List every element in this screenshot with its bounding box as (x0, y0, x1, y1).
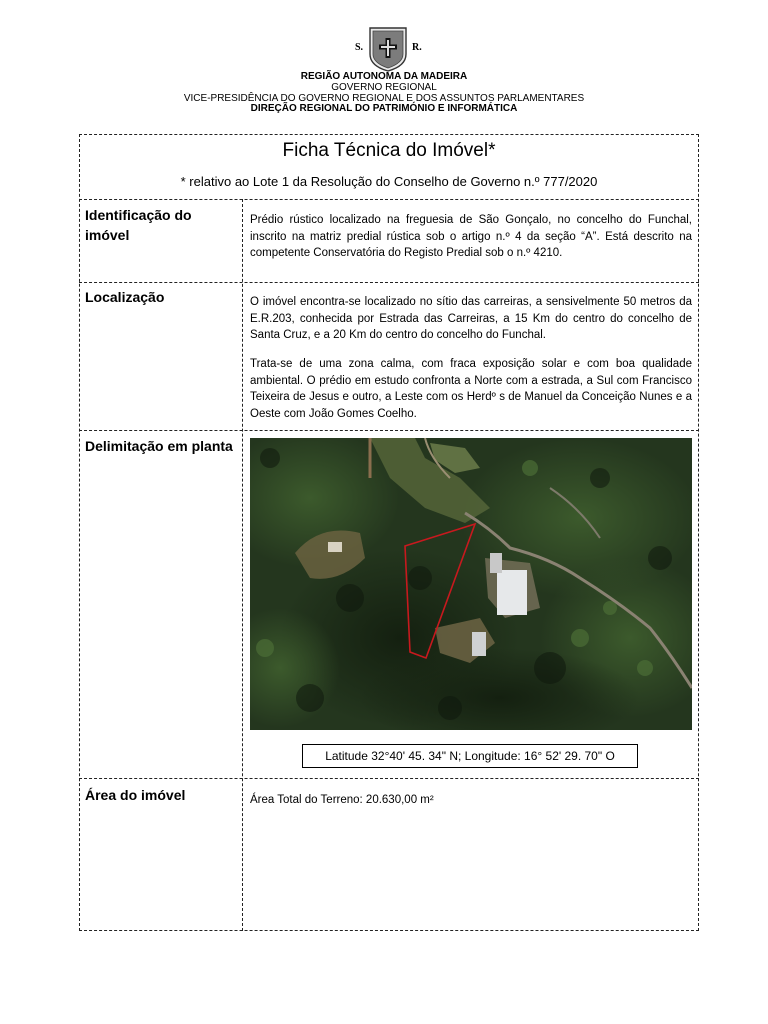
coat-of-arms-icon (368, 26, 408, 72)
header-directorate: DIREÇÃO REGIONAL DO PATRIMÓNIO E INFORMÁTICA (250, 103, 518, 114)
label-localizacao: Localização (85, 289, 165, 305)
header-region: REGIÃO AUTONOMA DA MADEIRA (300, 71, 468, 82)
header-crest (0, 26, 768, 72)
row-divider (79, 282, 699, 283)
label-delimitacao: Delimitação em planta (85, 438, 233, 454)
header-government: GOVERNO REGIONAL (331, 82, 437, 93)
column-divider (242, 199, 243, 931)
row-divider (79, 778, 699, 779)
sheet-title: Ficha Técnica do Imóvel* (282, 140, 496, 161)
sheet-subtitle: * relativo ao Lote 1 da Resolução do Conselho de Governo n.º 777/2020 (180, 174, 598, 189)
label-identificacao: Identificação do imóvel (85, 207, 192, 243)
crest-letter-r: R. (412, 42, 422, 53)
header-vice-presidency: VICE-PRESIDÊNCIA DO GOVERNO REGIONAL E DOS ASSUNTOS PARLAMENTARES (183, 93, 585, 104)
row-divider (79, 430, 699, 431)
crest-letter-s: S. (355, 42, 364, 53)
label-area: Área do imóvel (85, 787, 186, 803)
aerial-map-image (250, 438, 692, 730)
text-localizacao-2: Trata-se de uma zona calma, com fraca exposição solar e com boa qualidade ambiental. O prédio em estudo confronta a Norte com a estrada, a Sul com Francisco Teixeira de Jesus e outro, a Leste com os Herdº s de Manuel da Conceição Nunes e a Oeste com João Gomes Coelho. (250, 358, 692, 420)
text-localizacao-1: O imóvel encontra-se localizado no sítio das carreiras, a sensivelmente 50 metros da E.R.203, conhecida por Estrada das Carreiras, a 15 Km do centro do concelho de Santa Cruz, e a 20 Km do centro do concelho do Funchal. (250, 296, 692, 341)
text-area: Área Total do Terreno: 20.630,00 m² (250, 794, 434, 806)
coordinates-box: Latitude 32°40' 45. 34" N; Longitude: 16° 52' 29. 70" O (302, 744, 638, 768)
row-divider (79, 199, 699, 200)
text-identificacao: Prédio rústico localizado na freguesia de São Gonçalo, no concelho do Funchal, inscrito na matriz predial rústica sob o artigo n.º 4 da seção “A”. Está descrito na competente Conservatória do Registo Predial sob o n.º 4210. (250, 214, 692, 259)
